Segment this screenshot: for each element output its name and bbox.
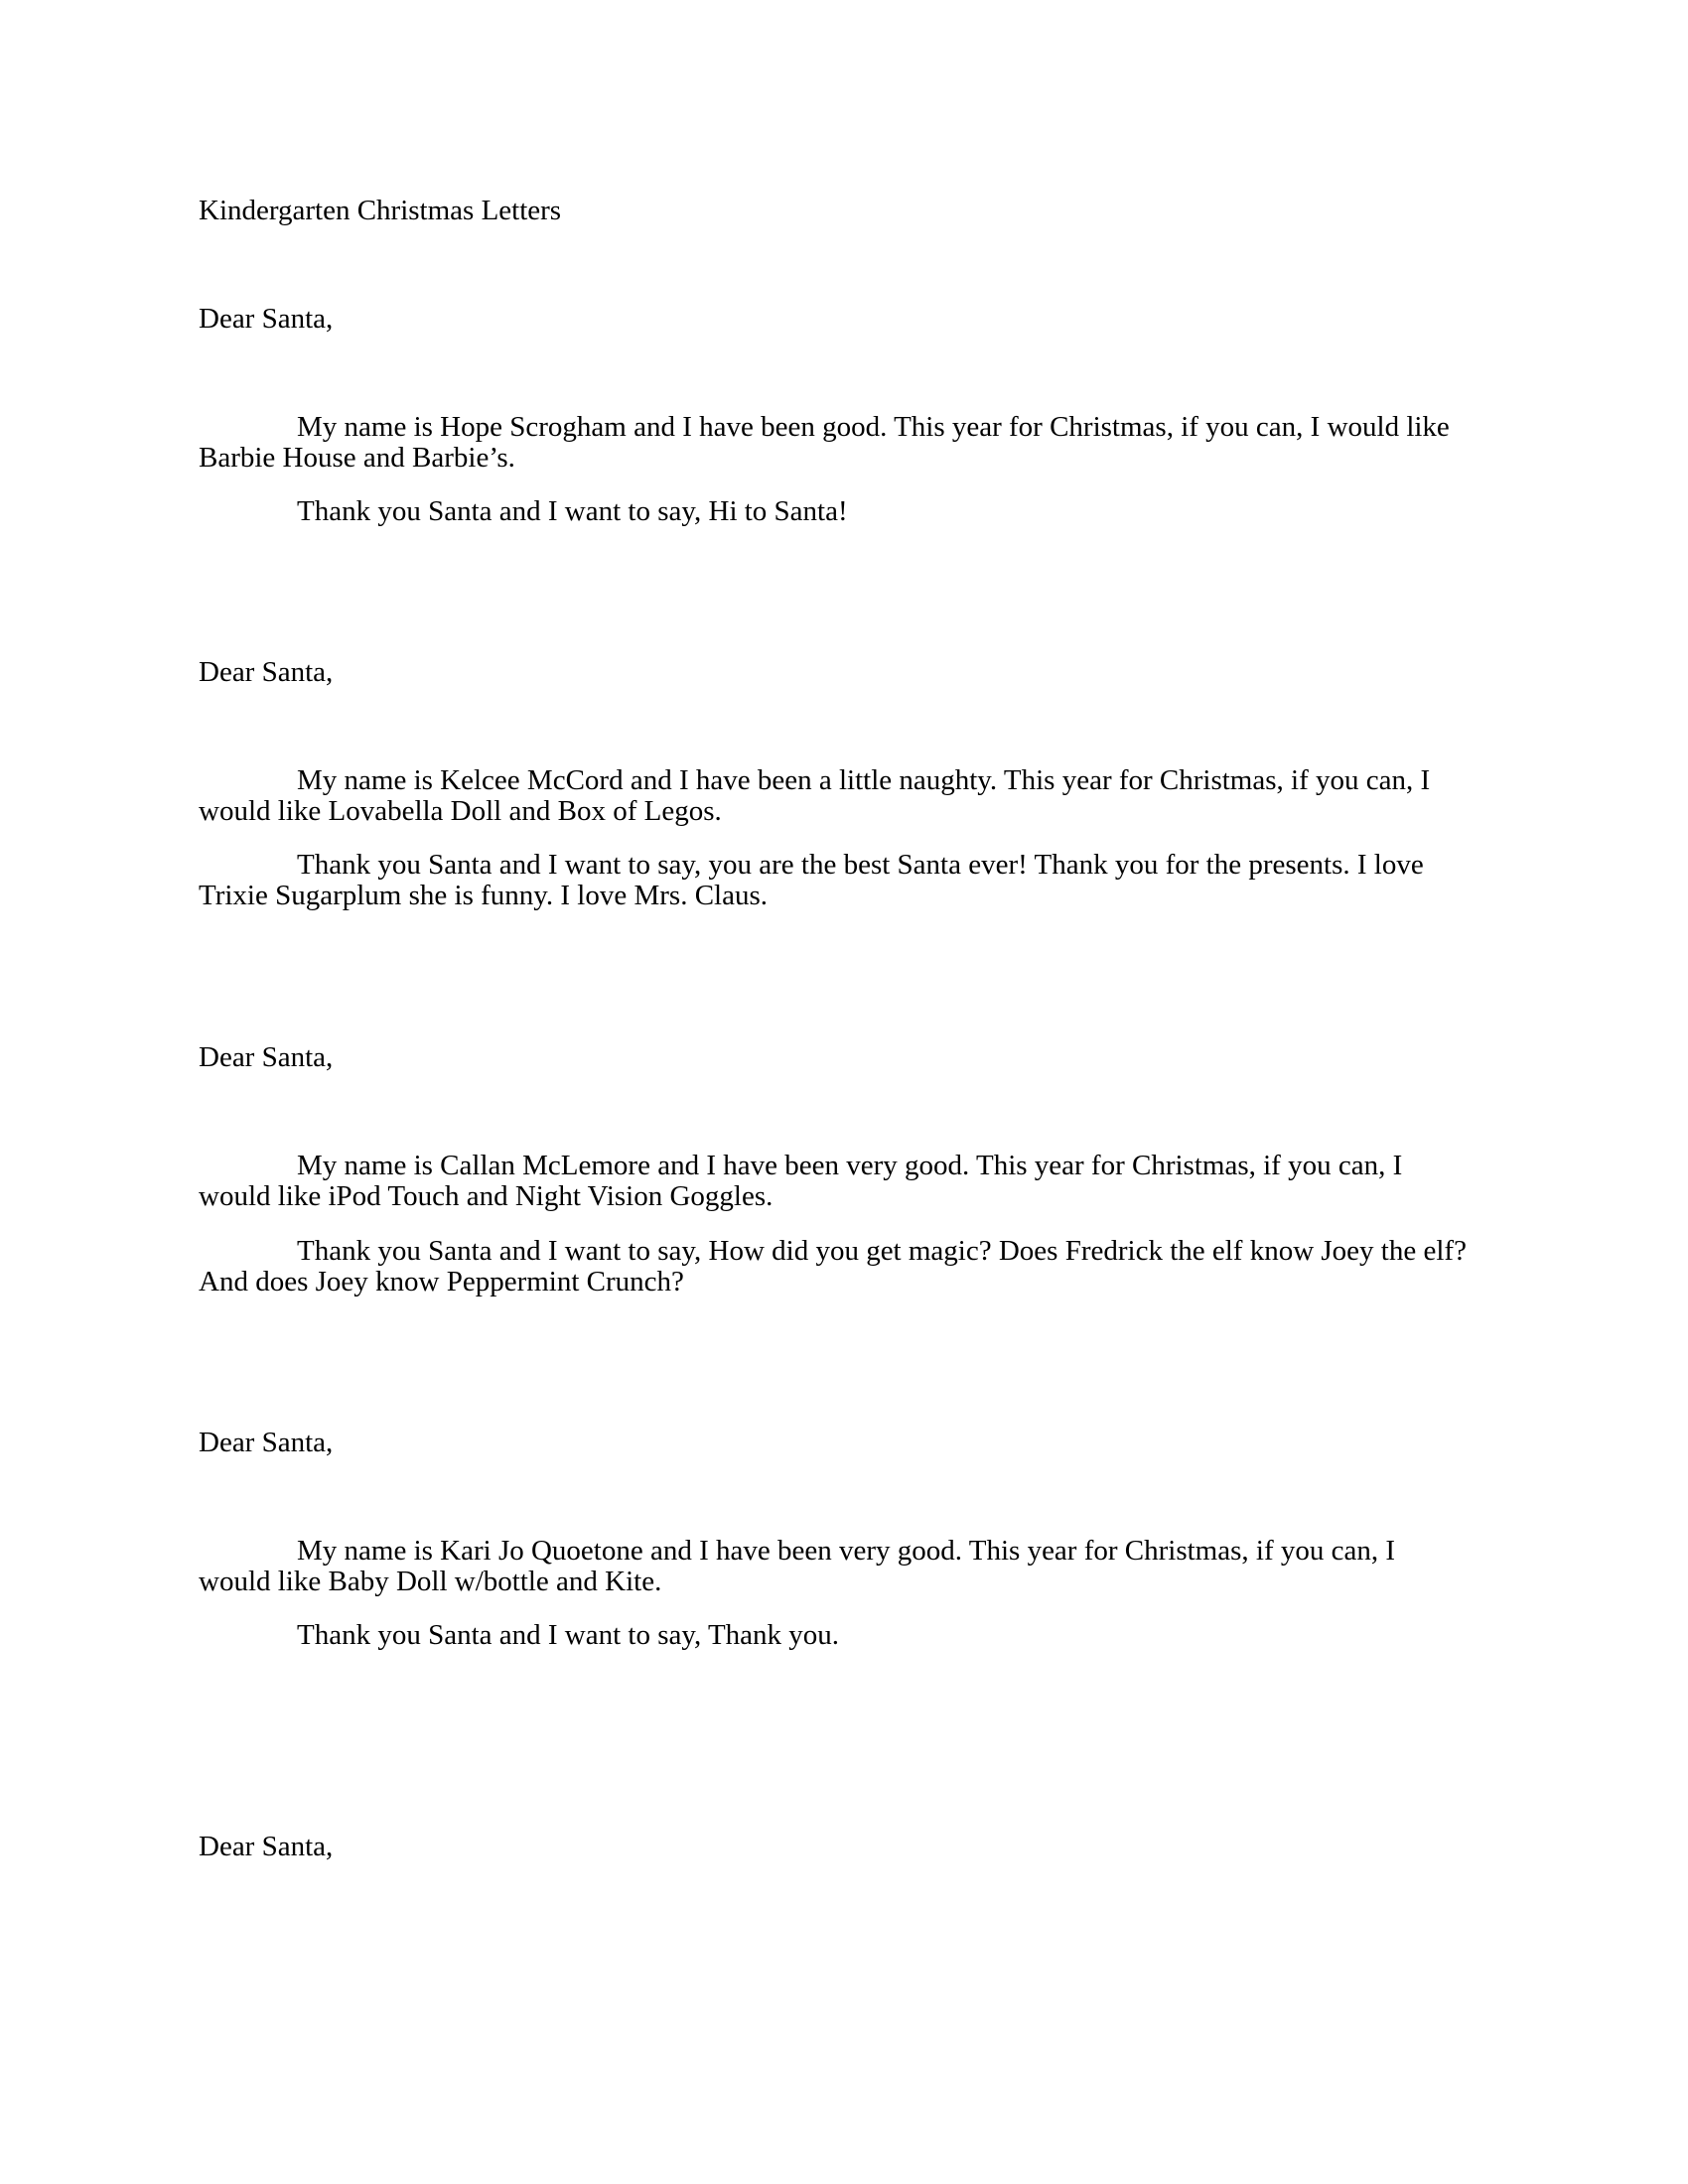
letter-3-thanks: Thank you Santa and I want to say, How did you get magic? Does Fredrick the elf know Joey the elf? And does Joey know Peppermint Crunch? (199, 1235, 1467, 1297)
letter-1-wish: My name is Hope Scrogham and I have been good. This year for Christmas, if you can, I would like Barbie House and Barbie’s. (199, 411, 1450, 474)
letter-3-salutation: Dear Santa, (199, 1041, 334, 1073)
letter-2-thanks: Thank you Santa and I want to say, you are the best Santa ever! Thank you for the presents. I love Trixie Sugarplum she is funny. I love Mrs. Claus. (199, 849, 1424, 911)
letter-1-salutation: Dear Santa, (199, 303, 334, 335)
letter-4-salutation: Dear Santa, (199, 1427, 334, 1458)
letter-1-thanks: Thank you Santa and I want to say, Hi to Santa! (297, 495, 848, 527)
letter-2-wish: My name is Kelcee McCord and I have been a little naughty. This year for Christmas, if you can, I would like Lovabella Doll and Box of Legos. (199, 764, 1431, 827)
letter-4-thanks: Thank you Santa and I want to say, Thank you. (297, 1619, 840, 1651)
letter-5-salutation: Dear Santa, (199, 1831, 334, 1862)
document-title: Kindergarten Christmas Letters (199, 195, 562, 226)
letter-4-wish: My name is Kari Jo Quoetone and I have been very good. This year for Christmas, if you can, I would like Baby Doll w/bottle and Kite. (199, 1535, 1396, 1597)
letter-3-wish: My name is Callan McLemore and I have been very good. This year for Christmas, if you can, I would like iPod Touch and Night Vision Goggles. (199, 1150, 1403, 1212)
letter-2-salutation: Dear Santa, (199, 656, 334, 688)
